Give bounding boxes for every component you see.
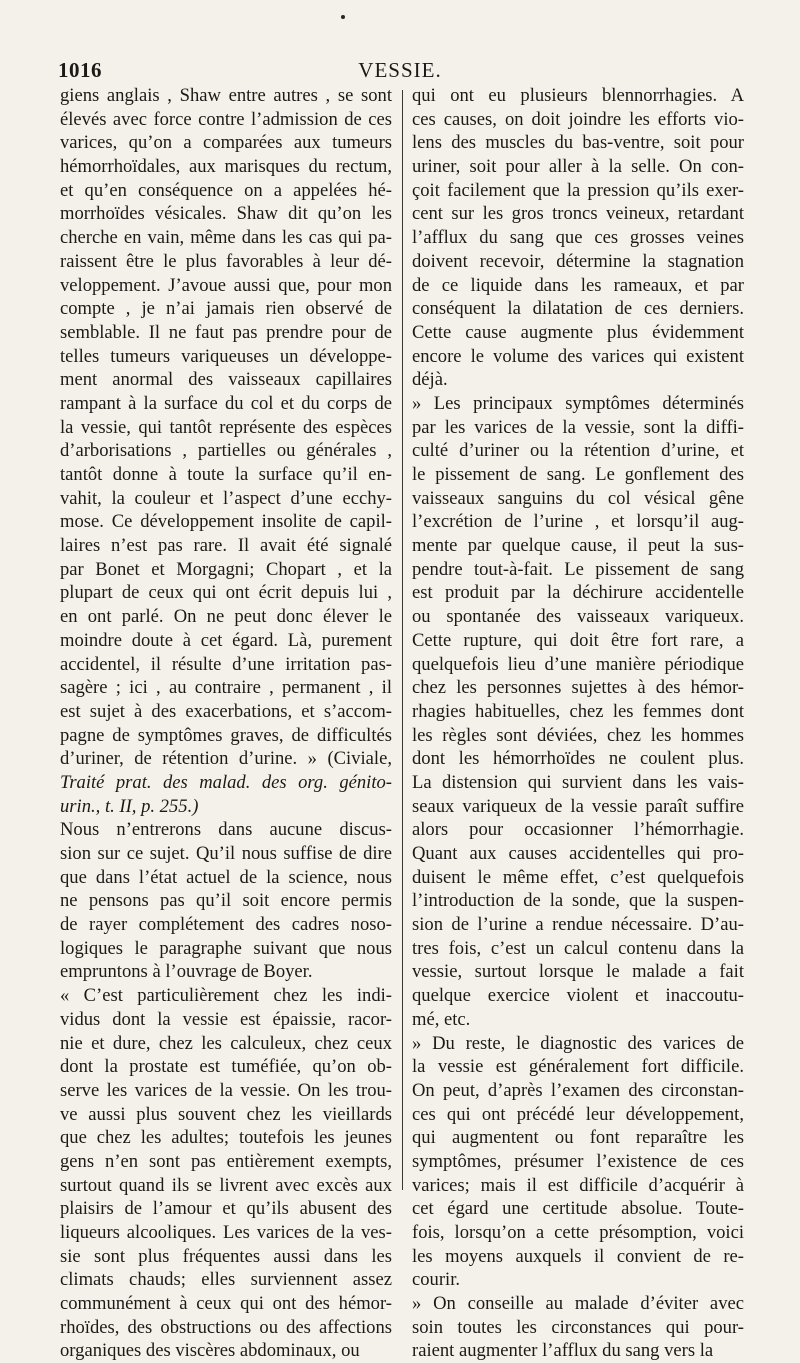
text-line: sie sont plus fréquentes aussi dans les xyxy=(60,1245,392,1267)
text-line: Traité prat. des malad. des org. génito- xyxy=(60,771,392,793)
text-line: ces causes, on doit joindre les efforts vio- xyxy=(412,108,744,130)
text-line: climats chauds; elles surviennent assez xyxy=(60,1269,392,1291)
text-line: raient augmenter l’afflux du sang vers la xyxy=(412,1340,714,1362)
text-line: quelque exercice violent et inaccoutu- xyxy=(412,985,744,1007)
text-line: mente par quelque cause, il peut la sus- xyxy=(412,535,744,557)
text-line: les moyens auxquels il convient de re- xyxy=(412,1245,744,1267)
text-line: plaisirs de l’amour et qu’ils abusent des xyxy=(60,1198,392,1220)
text-line: çoit facilement que la pression qu’ils exer- xyxy=(412,179,744,201)
text-line: varices, qu’on a comparées aux tumeurs xyxy=(60,132,392,154)
text-line: rhagies habituelles, chez les femmes dont xyxy=(412,700,744,722)
text-line: moindre doute à cet égard. Là, purement xyxy=(60,629,392,651)
text-line: varices; mais il est difficile d’acquérir à xyxy=(412,1174,744,1196)
text-line: » Du reste, le diagnostic des varices de xyxy=(412,1032,744,1054)
text-line: ment anormal des vaisseaux capillaires xyxy=(60,369,392,391)
text-line: Quant aux causes accidentelles qui pro- xyxy=(412,843,744,864)
text-line: élevés avec force contre l’admission de ces xyxy=(60,108,392,130)
text-line: de rayer complétement des cadres noso- xyxy=(60,914,392,936)
text-line: seaux variqueux de la vessie paraît suffire xyxy=(412,795,744,817)
text-line: le pissement de sang. Le gonflement des xyxy=(412,464,744,485)
running-title: VESSIE. xyxy=(358,58,442,82)
text-line: qui augmentent ou font reparaître les xyxy=(412,1127,744,1149)
text-line: d’arborisations , partielles ou générales , xyxy=(60,440,392,462)
text-line: ou spontanée des vaisseaux variqueux. xyxy=(412,606,744,628)
text-line: que chez les adultes; toutefois les jeunes xyxy=(60,1127,392,1149)
column-divider xyxy=(402,90,403,1190)
text-line: surtout quand ils se livrent avec excès aux xyxy=(60,1174,392,1196)
text-line: semblable. Il ne faut pas prendre pour de xyxy=(60,321,392,343)
text-line: laires n’est pas rare. Il avait été signalé xyxy=(60,535,392,557)
text-line: rhoïdes, des obstructions ou des affections xyxy=(60,1316,392,1338)
text-line: vidus dont la vessie est épaissie, racor- xyxy=(60,1008,392,1030)
text-line: par les varices de la vessie, sont la diffi- xyxy=(412,416,744,438)
text-line: tantôt donne à toute la surface qu’il en- xyxy=(60,464,392,485)
text-line: empruntons à l’ouvrage de Boyer. xyxy=(60,961,313,983)
text-line: » Les principaux symptômes déterminés xyxy=(412,392,744,414)
text-line: sion sur ce sujet. Qu’il nous suffise de dire xyxy=(60,843,392,864)
text-line: culté d’uriner ou la rétention d’urine, et xyxy=(412,440,744,462)
text-line: Cette rupture, qui doit être fort rare, a xyxy=(412,629,744,651)
text-line: On peut, d’après l’examen des circonstan- xyxy=(412,1079,744,1101)
text-line: par Bonet et Morgagni; Chopart , et la xyxy=(60,558,392,580)
text-line: cherche en vain, même dans les cas qui pa- xyxy=(60,227,392,249)
text-line: telles tumeurs variqueuses un développe- xyxy=(60,345,392,367)
text-line: veloppement. J’avoue aussi que, pour mon xyxy=(60,274,392,296)
text-line: les règles sont déviées, chez les hommes xyxy=(412,724,744,746)
text-line: liqueurs alcooliques. Les varices de la ves- xyxy=(60,1222,392,1243)
printer-mark xyxy=(341,15,345,19)
text-line: rampant à la surface du col et du corps de xyxy=(60,392,392,414)
text-line: mose. Ce développement insolite de capil- xyxy=(60,511,392,533)
text-line: vahit, la couleur et l’aspect d’une ecchy- xyxy=(60,487,392,509)
text-line: encore le volume des varices qui existent xyxy=(412,345,744,367)
text-line: pagne de symptômes graves, de difficultés xyxy=(60,724,392,746)
text-line: vaisseaux sanguins du col vésical gêne xyxy=(412,487,744,509)
text-line: quelquefois lieu d’une manière périodique xyxy=(412,653,744,675)
text-line: accidentel, il résulte d’une irritation pas- xyxy=(60,653,392,675)
text-line: tres fois, c’est un calcul contenu dans la xyxy=(412,937,744,959)
text-line: que dans l’état actuel de la science, nous xyxy=(60,866,392,888)
text-line: l’afflux du sang que ces grosses veines xyxy=(412,227,744,249)
right-column xyxy=(412,84,744,1363)
text-line: organiques des viscères abdominaux, ou xyxy=(60,1340,360,1362)
text-line: ces qui ont précédé leur développement, xyxy=(412,1103,744,1125)
text-line: sion de l’urine a rendue nécessaire. D’au- xyxy=(412,914,744,936)
text-line: gens n’en sont pas entièrement exempts, xyxy=(60,1150,392,1172)
text-line: uriner, soit pour aller à la selle. On con- xyxy=(412,156,744,178)
text-line: La distension qui survient dans les vais- xyxy=(412,771,744,793)
text-line: la vessie est généralement fort difficile. xyxy=(412,1056,744,1078)
text-line: soin toutes les circonstances qui pour- xyxy=(412,1316,744,1338)
text-line: ve aussi plus souvent chez les vieillards xyxy=(60,1103,392,1125)
text-line: plupart de ceux qui ont écrit depuis lui , xyxy=(60,582,392,604)
text-line: logiques le paragraphe suivant que nous xyxy=(60,937,392,959)
text-line: doivent recevoir, détermine la stagnation xyxy=(412,250,744,272)
text-line: lens des muscles du bas-ventre, soit pour xyxy=(412,132,744,154)
text-line: compte , je n’ai jamais rien observé de xyxy=(60,298,392,320)
text-line: déjà. xyxy=(412,369,448,391)
text-line: chez les personnes sujettes à des hémor- xyxy=(412,677,744,699)
text-line: alors pour occasionner l’hémorrhagie. xyxy=(412,819,744,841)
text-line: dont la prostate est tuméfiée, qu’on ob- xyxy=(60,1056,392,1078)
text-line: symptômes, présumer l’existence de ces xyxy=(412,1150,744,1172)
text-line: Nous n’entrerons dans aucune discus- xyxy=(60,819,392,841)
text-line: la vessie, qui tantôt représente des espèces xyxy=(60,416,392,438)
text-line: nie et dure, chez les calculeux, chez ceux xyxy=(60,1032,392,1054)
text-line: serve les varices de la vessie. On les trou- xyxy=(60,1079,392,1101)
text-line: ne pensons pas qu’il soit encore permis xyxy=(60,890,392,912)
text-line: morrhoïdes vésicales. Shaw dit qu’on les xyxy=(60,203,392,225)
text-line: giens anglais , Shaw entre autres , se sont xyxy=(60,85,392,106)
text-line: Cette cause augmente plus évidemment xyxy=(412,321,744,343)
text-line: conséquent la dilatation de ces derniers. xyxy=(412,298,744,320)
page-header xyxy=(58,58,742,84)
text-line: fois, lorsqu’on a cette présomption, voici xyxy=(412,1222,744,1243)
text-line: dont les hémorrhoïdes ne coulent plus. xyxy=(412,748,744,770)
text-line: communément à ceux qui ont des hémor- xyxy=(60,1293,392,1315)
text-line: cent sur les gros troncs veineux, retardant xyxy=(412,203,744,225)
text-line: l’excrétion de l’urine , et lorsqu’il aug- xyxy=(412,511,744,533)
left-column xyxy=(60,84,392,1363)
text-line: pendre tout-à-fait. Le pissement de sang xyxy=(412,558,744,580)
text-line: urin., t. II, p. 255.) xyxy=(60,795,199,817)
text-line: mé, etc. xyxy=(412,1008,471,1030)
text-line: d’uriner, de rétention d’urine. » (Civiale, xyxy=(60,748,392,770)
text-line: de ce liquide dans les rameaux, et par xyxy=(412,274,744,296)
text-line: » On conseille au malade d’éviter avec xyxy=(412,1293,744,1315)
text-line: « C’est particulièrement chez les indi- xyxy=(60,985,392,1007)
text-line: qui ont eu plusieurs blennorrhagies. A xyxy=(412,85,744,106)
text-line: et qu’en conséquence on a appelées hé- xyxy=(60,179,392,201)
text-line: hémorrhoïdales, aux marisques du rectum, xyxy=(60,156,392,178)
text-line: duisent le même effet, c’est quelquefois xyxy=(412,866,744,888)
page-number: 1016 xyxy=(58,58,102,82)
text-line: l’introduction de la sonde, que la suspen- xyxy=(412,890,744,912)
text-line: vessie, surtout lorsque le malade a fait xyxy=(412,961,744,983)
text-line: sagère ; ici , au contraire , permanent , il xyxy=(60,677,392,699)
text-line: courir. xyxy=(412,1269,461,1291)
text-line: cet égard une certitude absolue. Toute- xyxy=(412,1198,744,1220)
text-line: est sujet à des exacerbations, et s’accom- xyxy=(60,700,392,722)
text-line: est produit par la déchirure accidentelle xyxy=(412,582,744,604)
text-line: raissent être le plus favorables à leur dé- xyxy=(60,250,392,272)
text-line: en ont parlé. On ne peut donc élever le xyxy=(60,606,392,628)
